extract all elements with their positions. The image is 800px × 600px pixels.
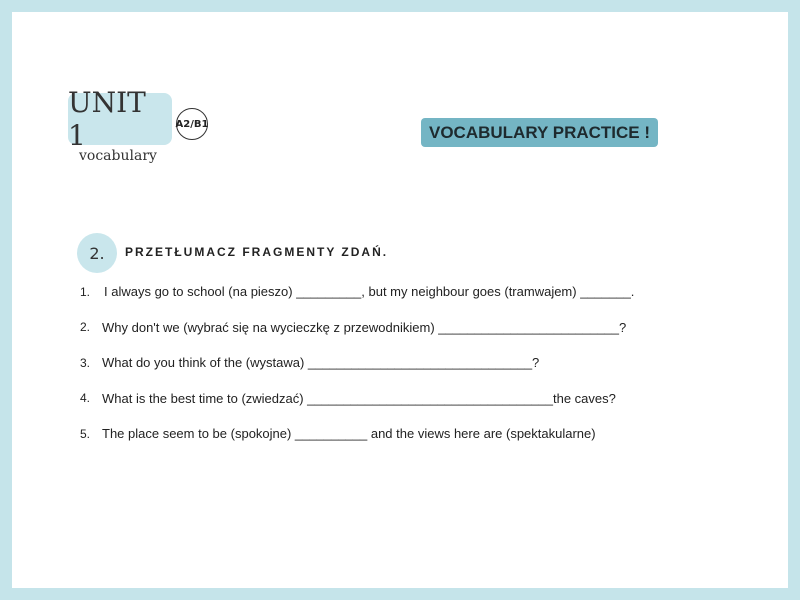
exercise-number: 4.: [80, 391, 91, 406]
worksheet-page: [12, 12, 788, 588]
unit-subtitle: vocabulary: [79, 148, 157, 164]
exercise-list: [80, 274, 634, 452]
exercise-text: I always go to school (na pieszo) _________, but my neighbour goes (tramwajem) _______.: [104, 284, 635, 300]
section-number: 2.: [77, 233, 117, 273]
exercise-number: 5.: [80, 426, 91, 441]
exercise-item: [80, 416, 634, 452]
section-title: PRZETŁUMACZ FRAGMENTY ZDAŃ.: [125, 245, 389, 259]
unit-label: UNIT 1: [68, 93, 172, 145]
exercise-number: 3.: [80, 355, 91, 370]
exercise-number: 1.: [80, 284, 91, 299]
vocabulary-practice-badge: VOCABULARY PRACTICE !: [421, 118, 658, 147]
exercise-text: What is the best time to (zwiedzać) __________________________________the caves?: [102, 390, 616, 406]
exercise-item: [80, 381, 634, 417]
exercise-text: The place seem to be (spokojne) __________ and the views here are (spektakularne): [102, 426, 596, 442]
level-badge: A2/B1: [176, 108, 208, 140]
exercise-item: [80, 274, 634, 310]
exercise-text: Why don't we (wybrać się na wycieczkę z przewodnikiem) _________________________?: [102, 319, 627, 335]
exercise-item: [80, 345, 634, 381]
exercise-number: 2.: [80, 320, 91, 335]
exercise-text: What do you think of the (wystawa) _______________________________?: [102, 355, 540, 371]
exercise-item: [80, 310, 634, 346]
